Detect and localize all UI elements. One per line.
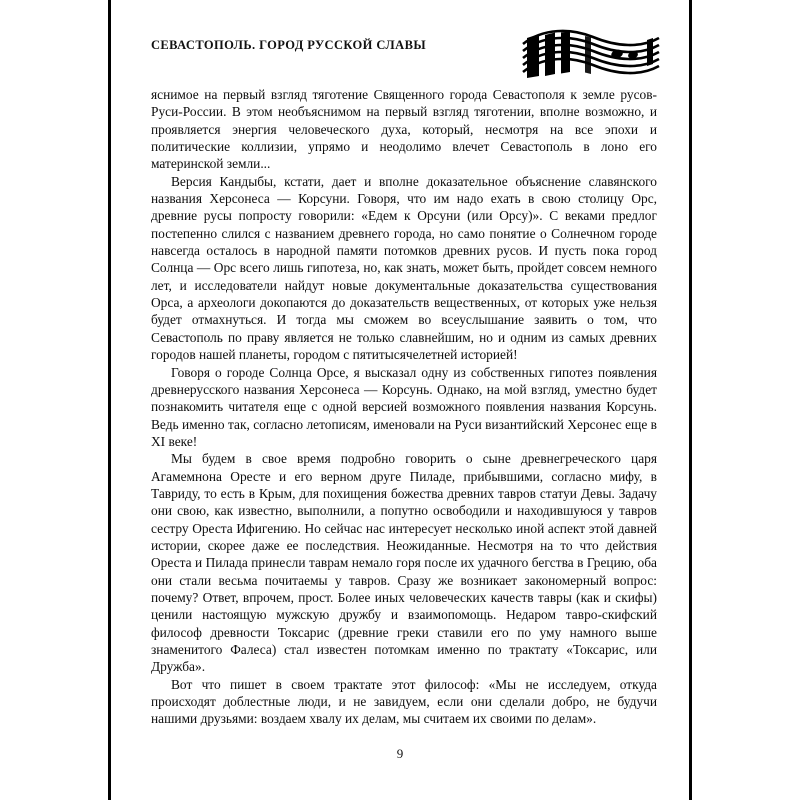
running-header <box>151 30 661 90</box>
paragraph: Версия Кандыбы, кстати, дает и вполне доказательное объяснение славянского названия Херсонеса — Корсуни. Говоря, что им надо ехать в свою столицу Орс, древние русы попросту говорили: «Едем к Орсуни (или Орсу)». С веками предлог постепенно слился с названием древнего города, но само понятие о Солнечном городе навсегда осталось в народной памяти потомков древних русов. И пусть пока город Солнца — Орс всего лишь гипотеза, но, как знать, может быть, пройдет совсем немного лет, и исследователи найдут новые документальные доказательства существования Орса, а археологи докопаются до доказательств вещественных, от которых уже нельзя будет отмахнуться. И тогда мы сможем во всеуслышание заявить о том, что Севастополь по праву является не только славнейшим, но и одним из самых древних городов нашей планеты, городом с пятитысячелетней историей! <box>151 173 657 363</box>
paragraph: Говоря о городе Солнца Орсе, я высказал одну из собственных гипотез появления древнерусского названия Херсонеса — Корсунь. Однако, на мой взгляд, уместно будет познакомить читателя еще с одной версией возможного появления названия Корсунь. Ведь именно так, согласно летописям, именовали на Руси византийский Херсонес еще в XI веке! <box>151 364 657 449</box>
page-frame-right-border <box>689 0 692 800</box>
book-title: СЕВАСТОПОЛЬ. ГОРОД РУССКОЙ СЛАВЫ <box>151 38 426 52</box>
page-number: 9 <box>396 746 404 761</box>
paragraph: яснимое на первый взгляд тяготение Священного города Севастополя к земле русов-Руси-России. В этом необъяснимом на первый взгляд тяготении, вполне возможно, и проявляется энергия человеческого духа, который, несмотря на все эпохи и политические коллизии, упрямо и неодолимо влечет Севастополь в лоно его материнской земли... <box>151 87 657 172</box>
page-body-text <box>151 86 657 728</box>
musical-staff-ornament-icon <box>521 24 661 82</box>
paragraph: Мы будем в свое время подробно говорить о сыне древнегреческого царя Агамемнона Оресте и его верном друге Пиладе, прибывшими, согласно мифу, в Тавриду, то есть в Крым, для похищения божества древних тавров статуи Девы. Задачу они свою, как известно, выполнили, а попутно освободили и находившуюся у тавров сестру Ореста Ифигению. Но сейчас нас интересует несколько иной аспект этой давней истории, скорее даже ее последствия. Неожиданные. Несмотря на то что действия Ореста и Пилада принесли таврам немало горя после их удачного бегства в Грецию, оба они стали весьма почитаемы у тавров. Сразу же возникает закономерный вопрос: почему? Ответ, впрочем, прост. Более иных человеческих качеств тавры (как и скифы) ценили настоящую мужскую дружбу и взаимопомощь. Недаром тавро-скифский философ древности Токсарис (древние греки ставили его по уму намного выше знаменитого Фалеса) стал известен потомкам именно по трактату «Токсарис, или Дружба». <box>151 451 657 675</box>
paragraph: Вот что пишет в своем трактате этот философ: «Мы не исследуем, откуда происходят доблестные люди, и не завидуем, если они сделали добро, не будучи нашими друзьями: воздаем хвалу их делам, мы считаем их своими по делам». <box>151 676 657 727</box>
page-content-area <box>111 0 689 800</box>
